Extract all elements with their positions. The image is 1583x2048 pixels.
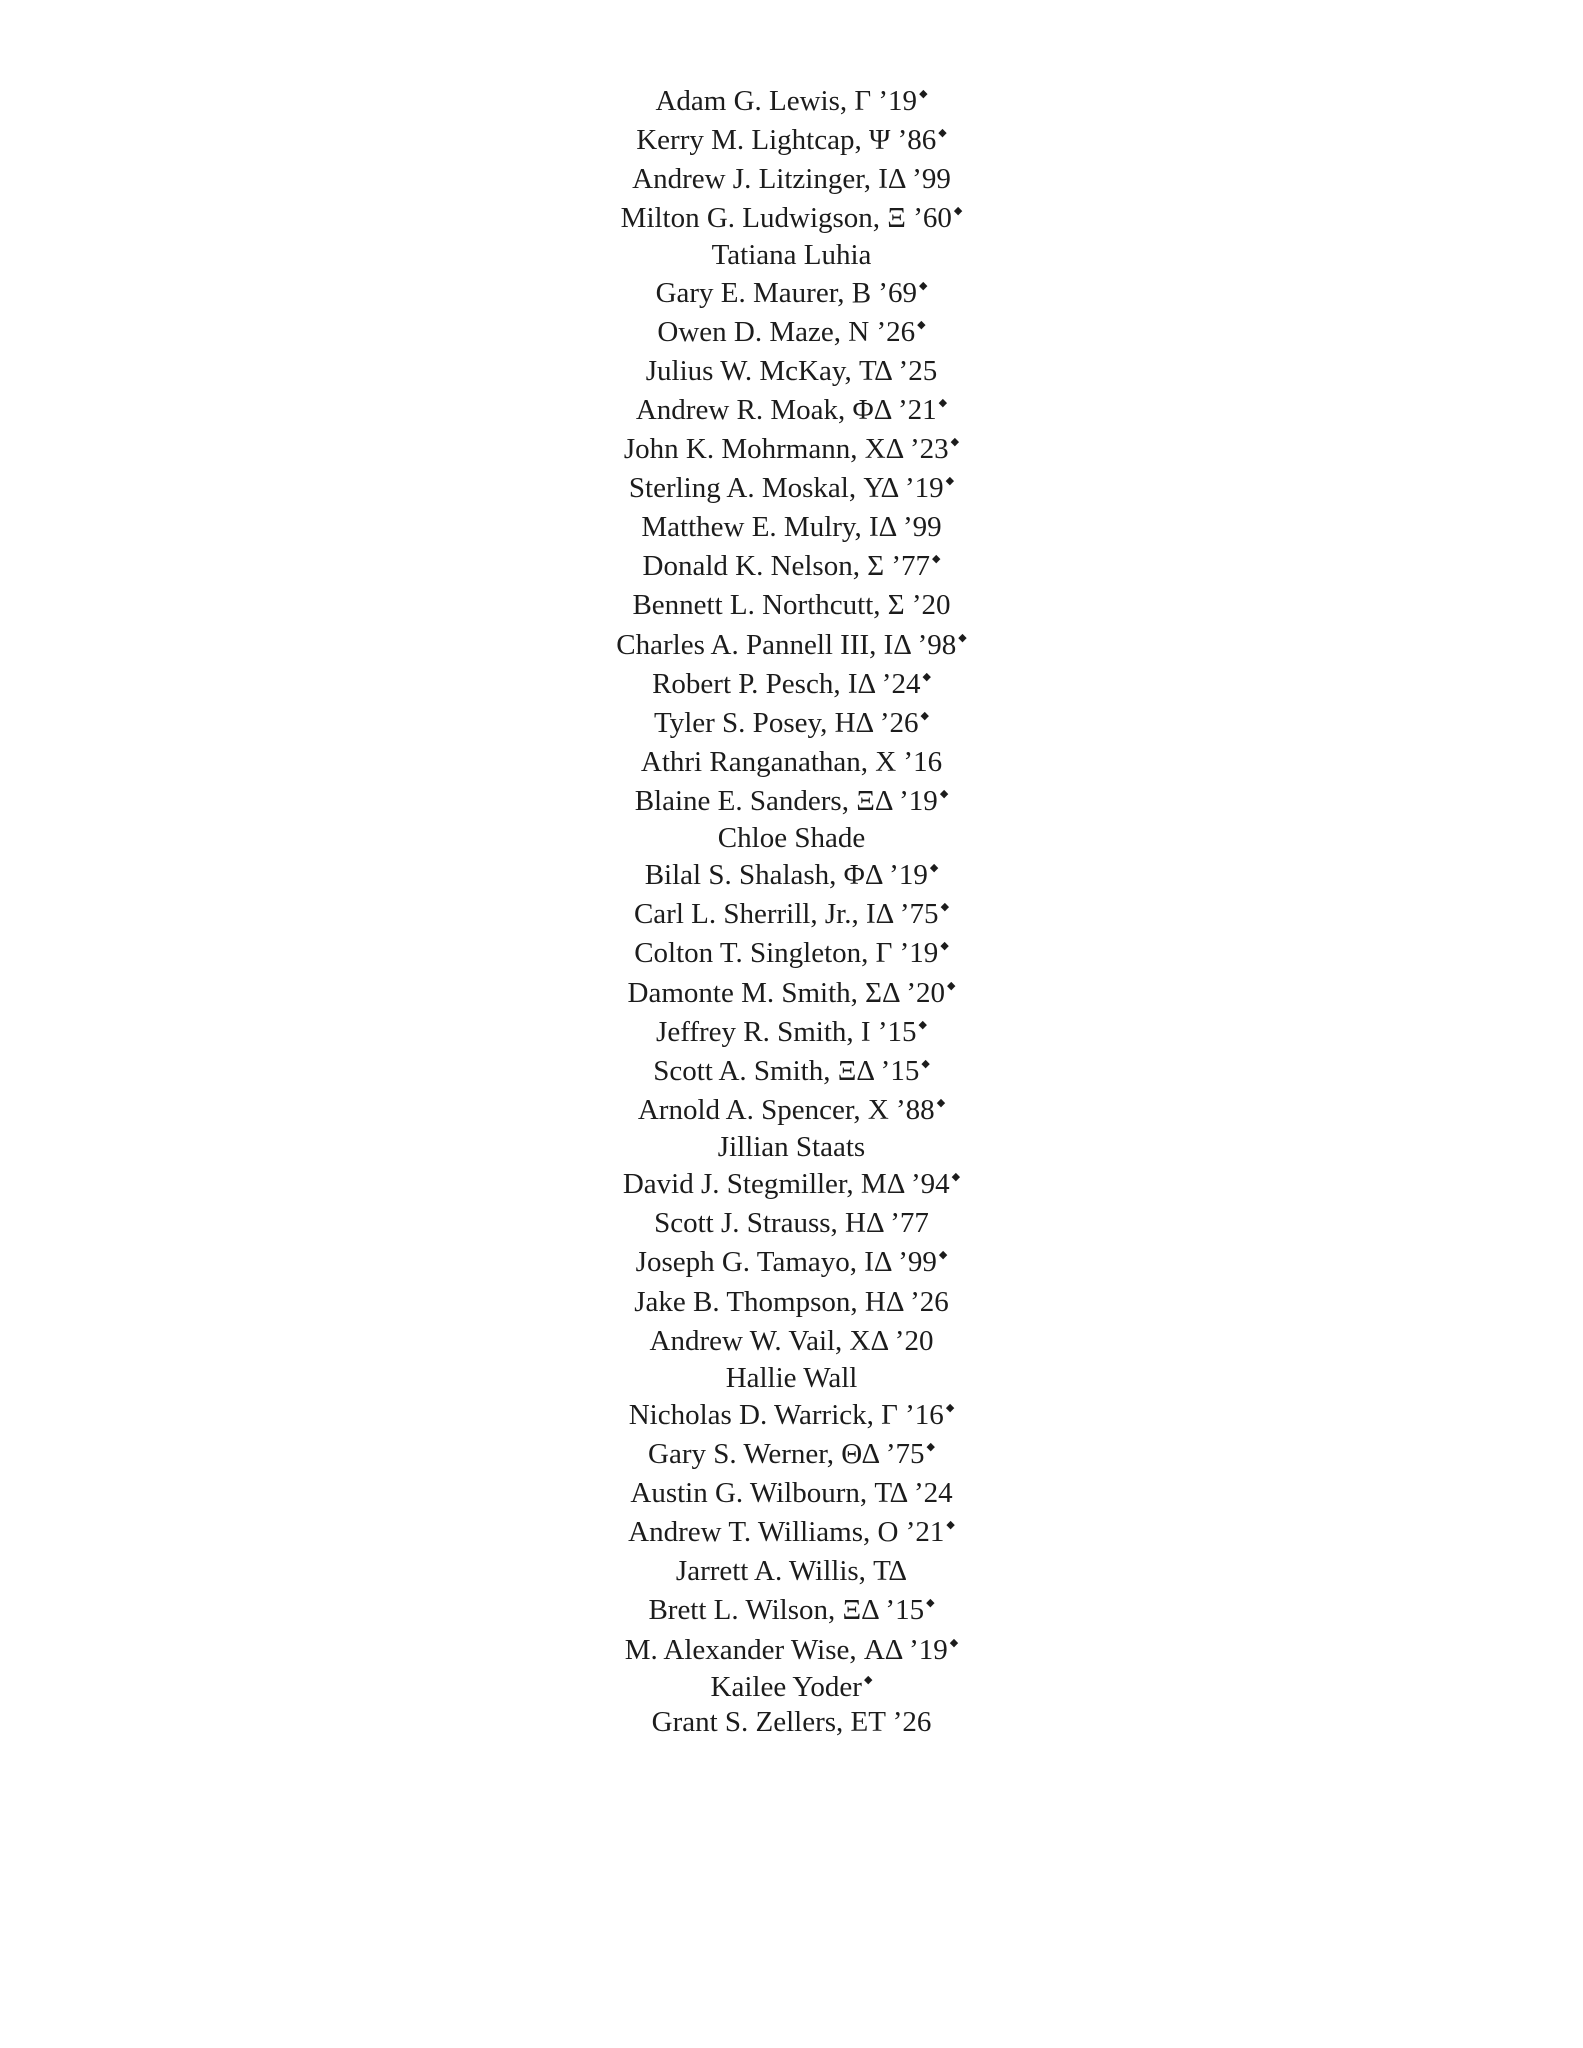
member-name: Sterling A. Moskal, ΥΔ ’19 [628, 472, 944, 505]
member-name: Hallie Wall [725, 1361, 858, 1394]
member-name: Athri Ranganathan, Χ ’16 [640, 745, 943, 778]
member-entry [0, 895, 1583, 934]
member-entry [0, 1513, 1583, 1552]
member-name-list [0, 82, 1583, 1740]
diamond-marker-icon: ◆ [938, 1249, 948, 1262]
member-name: Carl L. Sherrill, Jr., ΙΔ ’75 [633, 898, 939, 931]
member-entry [0, 160, 1583, 199]
member-name: John K. Mohrmann, ΧΔ ’23 [623, 433, 949, 466]
member-name: Scott A. Smith, ΞΔ ’15 [653, 1054, 920, 1087]
diamond-marker-icon: ◆ [947, 979, 956, 992]
member-name: Bennett L. Northcutt, Σ ’20 [632, 589, 951, 622]
diamond-marker-icon: ◆ [953, 205, 963, 218]
member-entry [0, 391, 1583, 430]
member-entry [0, 1435, 1583, 1474]
member-entry [0, 586, 1583, 625]
member-name: Brett L. Wilson, ΞΔ ’15 [648, 1594, 925, 1627]
member-name: Nicholas D. Warrick, Γ ’16 [628, 1399, 944, 1431]
member-name: David J. Stegmiller, ΜΔ ’94 [622, 1168, 950, 1201]
member-name: Andrew J. Litzinger, ΙΔ ’99 [632, 163, 951, 196]
diamond-marker-icon: ◆ [946, 1519, 955, 1532]
member-name: Robert P. Pesch, ΙΔ ’24 [652, 667, 921, 700]
member-entry [0, 626, 1583, 665]
member-name: Jarrett A. Willis, ΤΔ [675, 1555, 908, 1588]
member-entry [0, 121, 1583, 160]
member-entry [0, 430, 1583, 469]
diamond-marker-icon: ◆ [926, 1597, 935, 1610]
member-entry [0, 1474, 1583, 1513]
diamond-marker-icon: ◆ [940, 940, 949, 953]
diamond-marker-icon: ◆ [863, 1673, 873, 1686]
member-entry [0, 1130, 1583, 1165]
member-entry [0, 352, 1583, 391]
diamond-marker-icon: ◆ [945, 475, 955, 488]
diamond-marker-icon: ◆ [939, 787, 949, 800]
member-entry [0, 704, 1583, 743]
member-name: Jake B. Thompson, ΗΔ ’26 [634, 1285, 949, 1318]
member-entry [0, 1670, 1583, 1705]
diamond-marker-icon: ◆ [951, 1171, 961, 1184]
member-name: Tyler S. Posey, ΗΔ ’26 [654, 706, 919, 739]
member-name: Jeffrey R. Smith, Ι ’15 [656, 1015, 917, 1048]
diamond-marker-icon: ◆ [950, 436, 960, 449]
diamond-marker-icon: ◆ [938, 396, 948, 409]
member-entry [0, 238, 1583, 273]
member-entry [0, 1631, 1583, 1670]
member-name: Milton G. Ludwigson, Ξ ’60 [620, 202, 952, 235]
member-entry [0, 1091, 1583, 1130]
member-name: Bilal S. Shalash, ΦΔ ’19 [644, 859, 928, 892]
member-entry [0, 934, 1583, 973]
member-entry [0, 782, 1583, 821]
member-name: Donald K. Nelson, Σ ’77 [642, 550, 931, 583]
diamond-marker-icon: ◆ [940, 901, 950, 914]
diamond-marker-icon: ◆ [949, 1636, 959, 1649]
member-name: Chloe Shade [717, 821, 866, 854]
member-name: Owen D. Maze, Ν ’26 [657, 315, 916, 348]
member-name: Gary E. Maurer, Β ’69 [655, 276, 917, 309]
member-name: Arnold A. Spencer, Χ ’88 [637, 1093, 935, 1126]
member-entry [0, 1322, 1583, 1361]
member-name: Damonte M. Smith, ΣΔ ’20 [627, 976, 945, 1009]
member-name: Adam G. Lewis, Γ ’19 [655, 85, 918, 117]
diamond-marker-icon: ◆ [918, 1018, 927, 1031]
member-name: Blaine E. Sanders, ΞΔ ’19 [634, 784, 938, 817]
diamond-marker-icon: ◆ [921, 1057, 930, 1070]
diamond-marker-icon: ◆ [958, 631, 967, 644]
member-entry [0, 274, 1583, 313]
member-entry [0, 313, 1583, 352]
member-name: Andrew R. Moak, ΦΔ ’21 [635, 393, 937, 426]
member-entry [0, 1204, 1583, 1243]
member-entry [0, 665, 1583, 704]
diamond-marker-icon: ◆ [917, 318, 926, 331]
member-entry [0, 1705, 1583, 1740]
member-entry [0, 547, 1583, 586]
diamond-marker-icon: ◆ [919, 88, 928, 100]
member-name: Gary S. Werner, ΘΔ ’75 [648, 1438, 925, 1471]
member-name: Charles A. Pannell III, ΙΔ ’98 [616, 628, 957, 661]
member-name: Matthew E. Mulry, ΙΔ ’99 [641, 511, 942, 544]
member-entry [0, 1552, 1583, 1591]
member-entry [0, 1396, 1583, 1435]
diamond-marker-icon: ◆ [938, 127, 947, 140]
member-entry [0, 508, 1583, 547]
member-entry [0, 82, 1583, 121]
member-name: Austin G. Wilbourn, ΤΔ ’24 [630, 1477, 953, 1510]
member-name: Joseph G. Tamayo, ΙΔ ’99 [635, 1246, 937, 1279]
member-name: Julius W. McKay, ΤΔ ’25 [645, 354, 938, 387]
member-name: Andrew W. Vail, ΧΔ ’20 [649, 1324, 934, 1357]
member-name: Tatiana Luhia [711, 239, 872, 272]
member-name: Scott J. Strauss, ΗΔ ’77 [654, 1207, 929, 1240]
diamond-marker-icon: ◆ [918, 279, 928, 292]
diamond-marker-icon: ◆ [929, 862, 939, 875]
diamond-marker-icon: ◆ [920, 709, 929, 722]
member-name: Grant S. Zellers, ΕΤ ’26 [651, 1705, 932, 1738]
member-entry [0, 199, 1583, 238]
member-name: M. Alexander Wise, ΑΔ ’19 [624, 1633, 948, 1666]
member-entry [0, 1243, 1583, 1282]
member-entry [0, 1052, 1583, 1091]
member-entry [0, 1591, 1583, 1630]
member-name: Kailee Yoder [710, 1670, 862, 1703]
diamond-marker-icon: ◆ [926, 1441, 935, 1454]
member-entry [0, 1013, 1583, 1052]
member-entry [0, 1361, 1583, 1396]
member-name: Colton T. Singleton, Γ ’19 [634, 937, 939, 970]
member-name: Andrew T. Williams, Ο ’21 [628, 1516, 945, 1549]
member-entry [0, 1165, 1583, 1204]
member-entry [0, 821, 1583, 856]
diamond-marker-icon: ◆ [922, 670, 931, 683]
diamond-marker-icon: ◆ [936, 1096, 946, 1109]
member-entry [0, 974, 1583, 1013]
member-name: Jillian Staats [717, 1130, 866, 1163]
diamond-marker-icon: ◆ [945, 1402, 955, 1414]
member-entry [0, 469, 1583, 508]
member-entry [0, 856, 1583, 895]
member-name: Kerry M. Lightcap, Ψ ’86 [636, 124, 937, 157]
member-entry [0, 1283, 1583, 1322]
member-entry [0, 743, 1583, 782]
diamond-marker-icon: ◆ [932, 553, 941, 566]
